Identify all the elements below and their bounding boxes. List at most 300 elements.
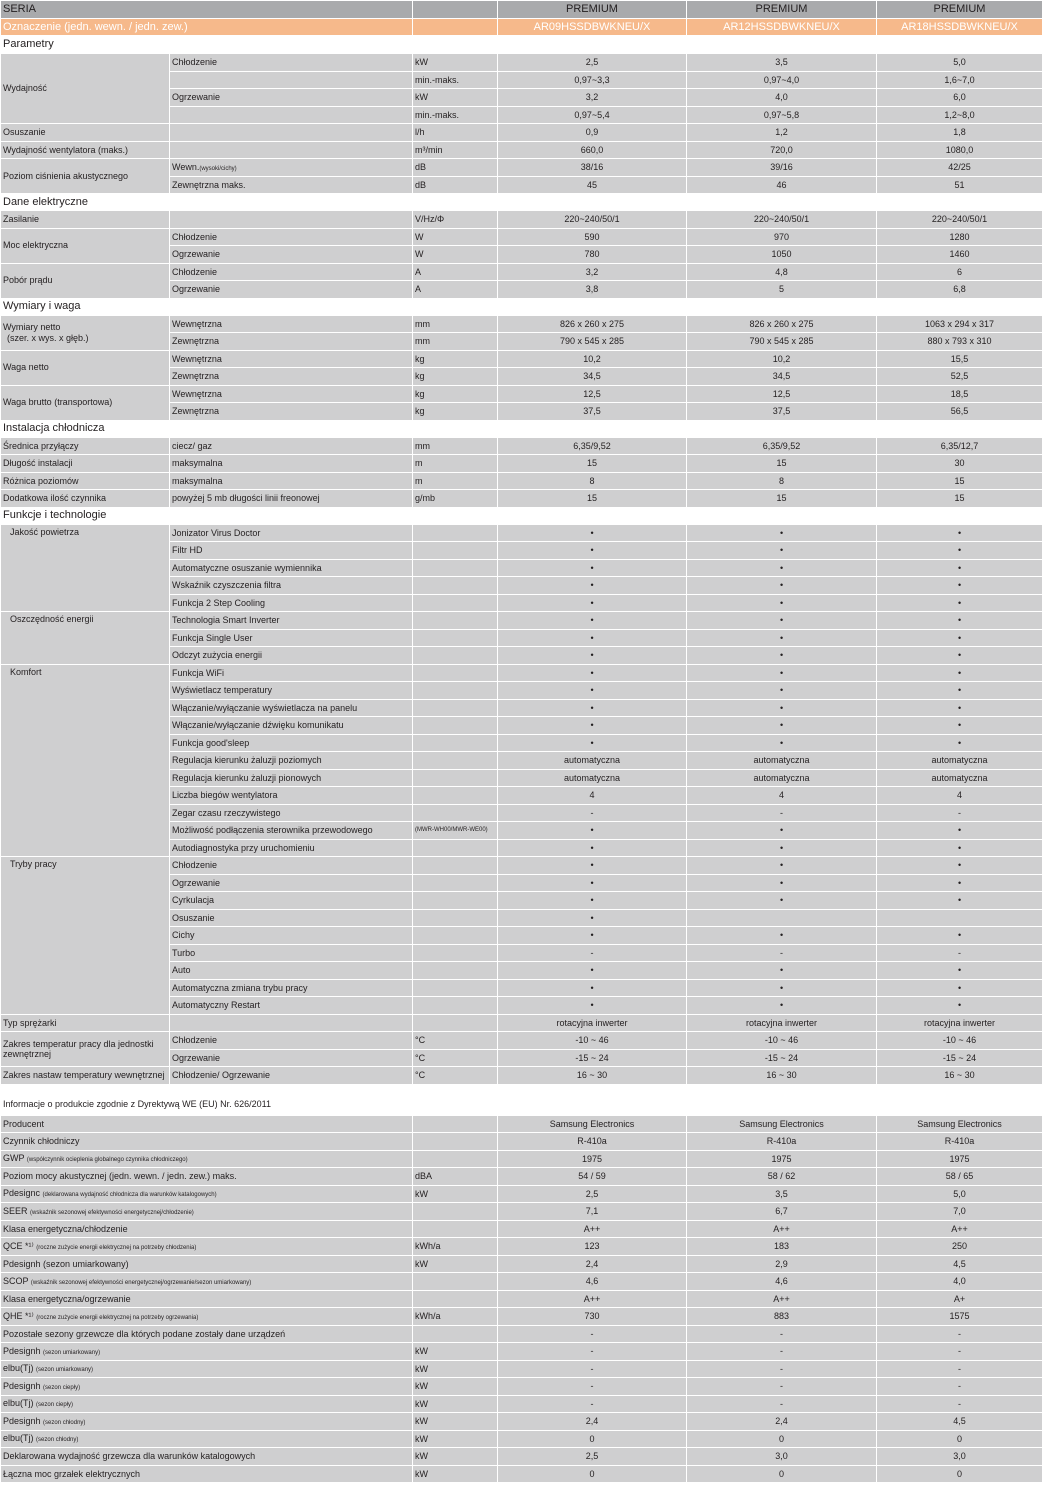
erp-unit: kW	[413, 1413, 498, 1431]
row-group-label: Jakość powietrza	[1, 524, 170, 612]
erp-value: -	[877, 1395, 1042, 1413]
row-sub-label: Chłodzenie	[170, 857, 413, 875]
value-cell: •	[498, 612, 687, 630]
erp-value: 0	[687, 1465, 877, 1483]
series-label: SERIA	[1, 1, 413, 19]
value-cell: 220~240/50/1	[687, 211, 877, 229]
value-cell: •	[498, 594, 687, 612]
value-cell: •	[498, 577, 687, 595]
erp-row	[1, 1203, 1042, 1221]
value-cell: •	[877, 612, 1042, 630]
series-col-3: PREMIUM	[877, 1, 1042, 19]
value-cell: •	[877, 839, 1042, 857]
erp-label: Producent	[1, 1115, 413, 1133]
row-unit	[413, 699, 498, 717]
row-label: Dodatkowa ilość czynnika	[1, 490, 170, 508]
designation-label: Oznaczenie (jedn. wewn. / jedn. zew.)	[1, 19, 413, 36]
erp-label: Deklarowana wydajność grzewcza dla warunków katalogowych	[1, 1448, 413, 1466]
erp-value: 883	[687, 1308, 877, 1326]
value-cell: 3,8	[498, 281, 687, 299]
erp-value: -	[877, 1343, 1042, 1361]
section-row	[1, 36, 1042, 54]
erp-value: 1975	[687, 1150, 877, 1168]
erp-value: -	[687, 1395, 877, 1413]
value-cell: •	[498, 857, 687, 875]
value-cell: -15 ~ 24	[498, 1049, 687, 1067]
row-unit: A	[413, 281, 498, 299]
row-unit	[413, 874, 498, 892]
value-cell: automatyczna	[877, 769, 1042, 787]
value-cell: 1,2~8,0	[877, 106, 1042, 124]
erp-label: SCOP (wskaźnik sezonowej efektywności energetycznej/ogrzewanie/sezon umiarkowany)	[1, 1273, 413, 1291]
erp-value: R-410a	[687, 1133, 877, 1151]
row-unit: mm	[413, 437, 498, 455]
value-cell: •	[687, 892, 877, 910]
value-cell	[687, 909, 877, 927]
erp-unit: kWh/a	[413, 1308, 498, 1326]
value-cell: 3,2	[498, 263, 687, 281]
value-cell: •	[687, 524, 877, 542]
value-cell: 6,0	[877, 89, 1042, 107]
erp-value: 250	[877, 1238, 1042, 1256]
row-unit	[413, 629, 498, 647]
table-row	[1, 472, 1042, 490]
erp-value: Samsung Electronics	[687, 1115, 877, 1133]
row-group-label: Wydajność	[1, 54, 170, 124]
row-unit	[413, 804, 498, 822]
row-sub-label: Ogrzewanie	[170, 874, 413, 892]
row-sub-label: Automatyczne osuszanie wymiennika	[170, 559, 413, 577]
row-sub-label: Odczyt zużycia energii	[170, 647, 413, 665]
row-unit	[413, 734, 498, 752]
value-cell: •	[877, 892, 1042, 910]
row-sub-label: Chłodzenie/ Ogrzewanie	[170, 1067, 413, 1085]
value-cell: 790 x 545 x 285	[498, 333, 687, 351]
row-sub-label: Włączanie/wyłączanie wyświetlacza na panelu	[170, 699, 413, 717]
row-unit: kg	[413, 403, 498, 421]
erp-value: -	[687, 1378, 877, 1396]
erp-label: Poziom mocy akustycznej (jedn. wewn. / jedn. zew.) maks.	[1, 1168, 413, 1186]
erp-value: 2,4	[687, 1413, 877, 1431]
table-row	[1, 141, 1042, 159]
erp-unit	[413, 1203, 498, 1221]
row-sub-label: Wewnętrzna	[170, 350, 413, 368]
value-cell: 220~240/50/1	[877, 211, 1042, 229]
row-unit: m	[413, 472, 498, 490]
row-unit: l/h	[413, 124, 498, 142]
value-cell: •	[498, 962, 687, 980]
erp-unit	[413, 1290, 498, 1308]
value-cell: -	[877, 944, 1042, 962]
row-unit	[413, 769, 498, 787]
value-cell: •	[687, 629, 877, 647]
erp-unit: kW	[413, 1185, 498, 1203]
value-cell: •	[877, 927, 1042, 945]
value-cell: 15	[498, 455, 687, 473]
value-cell: 34,5	[687, 368, 877, 386]
value-cell: 970	[687, 228, 877, 246]
value-cell: -	[498, 944, 687, 962]
row-unit	[413, 927, 498, 945]
erp-value: -	[687, 1325, 877, 1343]
value-cell: -10 ~ 46	[498, 1032, 687, 1050]
value-cell: 6,35/9,52	[498, 437, 687, 455]
row-unit: A	[413, 263, 498, 281]
value-cell: -	[877, 804, 1042, 822]
erp-unit: kW	[413, 1448, 498, 1466]
row-sub-label: maksymalna	[170, 472, 413, 490]
table-row	[1, 228, 1042, 246]
value-cell: •	[498, 979, 687, 997]
value-cell: 46	[687, 176, 877, 194]
erp-unit	[413, 1115, 498, 1133]
value-cell: 4,0	[687, 89, 877, 107]
value-cell: 42/25	[877, 159, 1042, 177]
erp-value: 58 / 65	[877, 1168, 1042, 1186]
erp-unit	[413, 1220, 498, 1238]
table-row	[1, 857, 1042, 875]
erp-label: Pdesignc (deklarowana wydajność chłodnicza dla warunków katalogowych)	[1, 1185, 413, 1203]
erp-row	[1, 1273, 1042, 1291]
value-cell: 52,5	[877, 368, 1042, 386]
erp-row	[1, 1430, 1042, 1448]
row-label: Średnica przyłączy	[1, 437, 170, 455]
value-cell: •	[498, 647, 687, 665]
erp-value: 2,4	[498, 1413, 687, 1431]
value-cell: 34,5	[498, 368, 687, 386]
value-cell: •	[687, 717, 877, 735]
row-sub-label: Włączanie/wyłączanie dźwięku komunikatu	[170, 717, 413, 735]
erp-row	[1, 1168, 1042, 1186]
value-cell: 826 x 260 x 275	[687, 315, 877, 333]
erp-unit: kW	[413, 1360, 498, 1378]
erp-value: 7,0	[877, 1203, 1042, 1221]
value-cell: 4,8	[687, 263, 877, 281]
table-row	[1, 315, 1042, 333]
value-cell: 16 ~ 30	[877, 1067, 1042, 1085]
value-cell: 0,97~5,8	[687, 106, 877, 124]
erp-label: Pdesignh (sezon umiarkowany)	[1, 1255, 413, 1273]
erp-value: 58 / 62	[687, 1168, 877, 1186]
series-col-1: PREMIUM	[498, 1, 687, 19]
erp-value: 3,0	[687, 1448, 877, 1466]
row-sub-label: Zewnętrzna	[170, 333, 413, 351]
row-sub-label	[170, 106, 413, 124]
table-row	[1, 664, 1042, 682]
erp-value: 123	[498, 1238, 687, 1256]
erp-value: A++	[877, 1220, 1042, 1238]
value-cell: 780	[498, 246, 687, 264]
value-cell: •	[498, 892, 687, 910]
value-cell: 16 ~ 30	[687, 1067, 877, 1085]
table-row	[1, 612, 1042, 630]
value-cell: •	[687, 822, 877, 840]
value-cell: •	[877, 682, 1042, 700]
value-cell: 39/16	[687, 159, 877, 177]
row-sub-label: Chłodzenie	[170, 228, 413, 246]
row-group-label: Poziom ciśnienia akustycznego	[1, 159, 170, 194]
value-cell: 15,5	[877, 350, 1042, 368]
erp-value: -	[498, 1360, 687, 1378]
erp-value: Samsung Electronics	[877, 1115, 1042, 1133]
row-group-label: Pobór prądu	[1, 263, 170, 298]
row-label: Zasilanie	[1, 211, 170, 229]
erp-row	[1, 1133, 1042, 1151]
value-cell: 1080,0	[877, 141, 1042, 159]
table-row	[1, 437, 1042, 455]
value-cell: 45	[498, 176, 687, 194]
section-row	[1, 194, 1042, 211]
table-row	[1, 263, 1042, 281]
erp-value: 3,5	[687, 1185, 877, 1203]
row-sub-label	[170, 211, 413, 229]
row-sub-label: Filtr HD	[170, 542, 413, 560]
value-cell: •	[498, 717, 687, 735]
row-sub-label: Funkcja Single User	[170, 629, 413, 647]
value-cell: 12,5	[687, 385, 877, 403]
erp-label: GWP (współczynnik ocieplenia globalnego czynnika chłodniczego)	[1, 1150, 413, 1168]
row-sub-label: Wskaźnik czyszczenia filtra	[170, 577, 413, 595]
value-cell: 0,97~4,0	[687, 71, 877, 89]
row-unit	[413, 664, 498, 682]
value-cell: •	[687, 682, 877, 700]
row-unit	[413, 944, 498, 962]
row-sub-label: Ogrzewanie	[170, 89, 413, 107]
value-cell: •	[498, 909, 687, 927]
erp-row	[1, 1413, 1042, 1431]
row-group-label: Wymiary netto (szer. x wys. x głęb.)	[1, 315, 170, 350]
row-unit: mm	[413, 333, 498, 351]
value-cell: •	[877, 699, 1042, 717]
value-cell: -10 ~ 46	[687, 1032, 877, 1050]
erp-row	[1, 1115, 1042, 1133]
value-cell: 1280	[877, 228, 1042, 246]
erp-label: elbu(Tj) (sezon ciepły)	[1, 1395, 413, 1413]
value-cell: 1050	[687, 246, 877, 264]
section-title: Wymiary i waga	[1, 298, 1042, 315]
table-row	[1, 54, 1042, 72]
erp-value: 54 / 59	[498, 1168, 687, 1186]
erp-row	[1, 1395, 1042, 1413]
erp-row	[1, 1465, 1042, 1483]
value-cell: •	[687, 612, 877, 630]
row-unit: (MWR-WH00/MWR-WE00)	[413, 822, 498, 840]
erp-value: 4,6	[498, 1273, 687, 1291]
section-row	[1, 420, 1042, 437]
row-unit	[413, 839, 498, 857]
value-cell: •	[687, 559, 877, 577]
section-row	[1, 507, 1042, 524]
erp-row	[1, 1343, 1042, 1361]
row-unit	[413, 682, 498, 700]
erp-value: 4,5	[877, 1255, 1042, 1273]
row-unit: °C	[413, 1067, 498, 1085]
erp-value: -	[687, 1343, 877, 1361]
erp-value: -	[498, 1343, 687, 1361]
value-cell: 590	[498, 228, 687, 246]
value-cell: automatyczna	[687, 769, 877, 787]
value-cell: •	[498, 559, 687, 577]
value-cell: 660,0	[498, 141, 687, 159]
value-cell: -	[498, 804, 687, 822]
erp-row	[1, 1185, 1042, 1203]
erp-value: -	[498, 1325, 687, 1343]
erp-value: 0	[687, 1430, 877, 1448]
row-unit	[413, 787, 498, 805]
value-cell: •	[687, 734, 877, 752]
erp-value: 3,0	[877, 1448, 1042, 1466]
row-unit	[413, 979, 498, 997]
table-row	[1, 385, 1042, 403]
value-cell: 1063 x 294 x 317	[877, 315, 1042, 333]
value-cell: 51	[877, 176, 1042, 194]
value-cell: •	[498, 927, 687, 945]
erp-value: -	[687, 1360, 877, 1378]
row-unit	[413, 892, 498, 910]
value-cell: 30	[877, 455, 1042, 473]
row-group-label: Tryby pracy	[1, 857, 170, 1015]
value-cell: 3,2	[498, 89, 687, 107]
value-cell: •	[877, 979, 1042, 997]
erp-value: 0	[877, 1430, 1042, 1448]
value-cell: 880 x 793 x 310	[877, 333, 1042, 351]
value-cell: 6	[877, 263, 1042, 281]
section-title: Instalacja chłodnicza	[1, 420, 1042, 437]
row-unit	[413, 1014, 498, 1032]
row-sub-label: Automatyczna zmiana trybu pracy	[170, 979, 413, 997]
erp-unit: kW	[413, 1430, 498, 1448]
erp-label: Klasa energetyczna/chłodzenie	[1, 1220, 413, 1238]
value-cell: -	[687, 944, 877, 962]
value-cell: •	[498, 874, 687, 892]
erp-unit: kW	[413, 1343, 498, 1361]
row-label: Wydajność wentylatora (maks.)	[1, 141, 170, 159]
erp-value: 2,5	[498, 1448, 687, 1466]
value-cell: 5	[687, 281, 877, 299]
value-cell: 37,5	[687, 403, 877, 421]
row-unit	[413, 997, 498, 1015]
erp-value: A++	[687, 1290, 877, 1308]
row-unit	[413, 524, 498, 542]
row-sub-label: Zewnętrzna	[170, 368, 413, 386]
row-unit: m	[413, 455, 498, 473]
erp-value: 4,5	[877, 1413, 1042, 1431]
erp-unit: dBA	[413, 1168, 498, 1186]
row-sub-label: Funkcja good'sleep	[170, 734, 413, 752]
row-sub-label: Chłodzenie	[170, 1032, 413, 1050]
erp-value: 6,7	[687, 1203, 877, 1221]
erp-row	[1, 1308, 1042, 1326]
row-unit: mm	[413, 315, 498, 333]
row-unit	[413, 857, 498, 875]
value-cell: 10,2	[687, 350, 877, 368]
directive-row	[1, 1093, 1042, 1115]
value-cell: 6,8	[877, 281, 1042, 299]
value-cell: automatyczna	[687, 752, 877, 770]
row-sub-label: Automatyczny Restart	[170, 997, 413, 1015]
row-sub-label: Ogrzewanie	[170, 1049, 413, 1067]
row-sub-label: Osuszanie	[170, 909, 413, 927]
value-cell: 4	[687, 787, 877, 805]
row-sub-label	[170, 71, 413, 89]
row-sub-label: Zewnętrzna	[170, 403, 413, 421]
value-cell: •	[687, 857, 877, 875]
erp-value: 4,0	[877, 1273, 1042, 1291]
value-cell: 10,2	[498, 350, 687, 368]
value-cell: 826 x 260 x 275	[498, 315, 687, 333]
erp-value: R-410a	[498, 1133, 687, 1151]
row-sub-label: Zewnętrzna maks.	[170, 176, 413, 194]
row-sub-label: Regulacja kierunku żaluzji pionowych	[170, 769, 413, 787]
erp-value: A++	[498, 1220, 687, 1238]
value-cell: •	[877, 559, 1042, 577]
section-title: Funkcje i technologie	[1, 507, 1042, 524]
erp-unit	[413, 1133, 498, 1151]
row-unit	[413, 542, 498, 560]
erp-value: 1975	[498, 1150, 687, 1168]
row-sub-label: Wewnętrzna	[170, 385, 413, 403]
erp-unit	[413, 1325, 498, 1343]
row-group-label: Waga brutto (transportowa)	[1, 385, 170, 420]
erp-label: Czynnik chłodniczy	[1, 1133, 413, 1151]
erp-row	[1, 1290, 1042, 1308]
erp-label: Pdesignh (sezon ciepły)	[1, 1378, 413, 1396]
row-sub-label: Cyrkulacja	[170, 892, 413, 910]
series-col-2: PREMIUM	[687, 1, 877, 19]
table-row	[1, 1032, 1042, 1050]
row-sub-label: Jonizator Virus Doctor	[170, 524, 413, 542]
value-cell: 720,0	[687, 141, 877, 159]
row-unit: min.-maks.	[413, 71, 498, 89]
value-cell: •	[687, 874, 877, 892]
erp-value: -	[498, 1395, 687, 1413]
erp-label: elbu(Tj) (sezon chłodny)	[1, 1430, 413, 1448]
row-group-label: Moc elektryczna	[1, 228, 170, 263]
value-cell: -15 ~ 24	[687, 1049, 877, 1067]
value-cell: 6,35/9,52	[687, 437, 877, 455]
value-cell: •	[687, 542, 877, 560]
value-cell: 15	[877, 490, 1042, 508]
erp-row	[1, 1150, 1042, 1168]
directive-title: Informacje o produkcie zgodnie z Dyrektywą WE (EU) Nr. 626/2011	[1, 1093, 1042, 1115]
value-cell: 56,5	[877, 403, 1042, 421]
value-cell: •	[498, 664, 687, 682]
erp-unit	[413, 1273, 498, 1291]
table-row	[1, 490, 1042, 508]
value-cell: 2,5	[498, 54, 687, 72]
value-cell: •	[877, 997, 1042, 1015]
value-cell: •	[877, 717, 1042, 735]
value-cell: •	[877, 822, 1042, 840]
value-cell: •	[687, 839, 877, 857]
erp-label: Łączna moc grzałek elektrycznych	[1, 1465, 413, 1483]
erp-unit: kW	[413, 1395, 498, 1413]
value-cell: •	[498, 822, 687, 840]
erp-value: Samsung Electronics	[498, 1115, 687, 1133]
row-unit	[413, 577, 498, 595]
value-cell: -15 ~ 24	[877, 1049, 1042, 1067]
row-sub-label: Auto	[170, 962, 413, 980]
erp-value: 1575	[877, 1308, 1042, 1326]
row-unit: dB	[413, 159, 498, 177]
erp-value: 2,5	[498, 1185, 687, 1203]
value-cell: •	[877, 542, 1042, 560]
erp-value: A++	[687, 1220, 877, 1238]
value-cell: •	[877, 664, 1042, 682]
section-title: Dane elektryczne	[1, 194, 1042, 211]
row-sub-label: Autodiagnostyka przy uruchomieniu	[170, 839, 413, 857]
row-unit	[413, 909, 498, 927]
